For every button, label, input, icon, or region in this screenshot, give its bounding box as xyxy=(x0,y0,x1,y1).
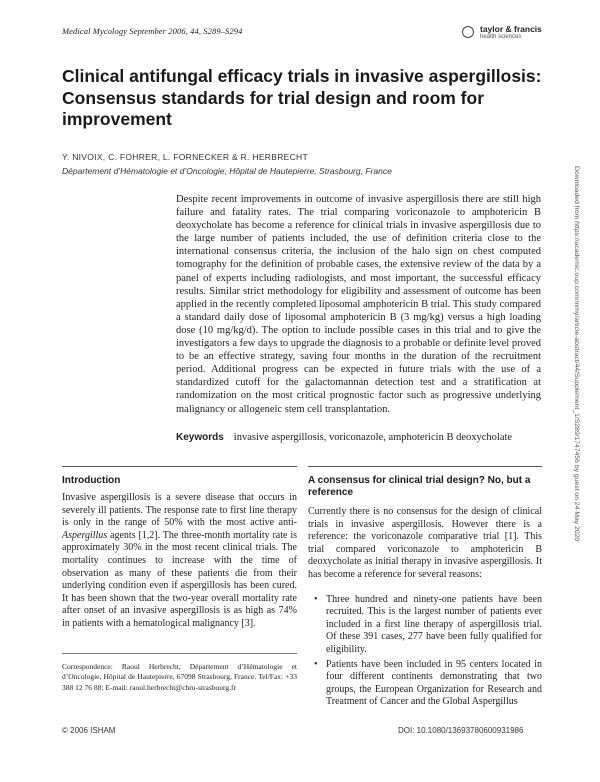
affiliation: Département d’Hématologie et d’Oncologie, Hôpital de Hautepierre, Strasbourg, France xyxy=(62,166,392,176)
keywords-text: invasive aspergillosis, voriconazole, amphotericin B deoxycholate xyxy=(233,432,513,443)
publisher-subtitle: health sciences xyxy=(480,34,522,40)
publisher-name: taylor & francis xyxy=(480,24,542,34)
left-column-rule xyxy=(62,466,297,467)
correspondence-note: Correspondence: Raoul Herbrecht, Département d’Hématologie et d’Oncologie, Hôpital de Hautepierre, 67098 Strasbourg, France. Tel/Fax: +33 388 12 76 88; E-mail: raoul.herbrecht@chru-strasbourg.fr xyxy=(62,662,297,692)
consensus-bullet: • Patients have been included in 95 centers located in four different continents demonstrating that two groups, the European Organization for Research and Treatment of Cancer and the Global Aspergillus xyxy=(326,659,542,709)
article-title: Clinical antifungal efficacy trials in invasive aspergillosis: Consensus standards for trial design and room for improvement xyxy=(62,66,542,129)
consensus-heading: A consensus for clinical trial design? No, but a reference xyxy=(308,475,531,498)
keywords xyxy=(176,432,512,443)
doi: DOI: 10.1080/13693780600931986 xyxy=(398,726,524,735)
consensus-bullet: • Three hundred and ninety-one patients have been recruited. This is the largest number of patients ever included in a first line therapy of aspergillosis trial. Of these 391 cases, 277 have been fully qualified for eligibility. xyxy=(326,594,542,657)
footnote-rule xyxy=(62,653,297,654)
intro-body xyxy=(62,492,297,631)
abstract: Despite recent improvements in outcome of invasive aspergillosis there are still high failure and fatality rates. The trial comparing voriconazole to amphotericin B deoxycholate has become a reference for clinical trials in invasive aspergillosis due to the large number of patients included, the use of definition criteria close to the international consensus criteria, the inclusion of the halo sign on chest computed tomography for the definition of probable cases, the extensive review of the data by a panel of experts including radiologists, and most important, the successful efficacy results. Similar strict methodology for eligibility and assessment of outcome has been applied in the recently completed liposomal amphotericin B trial. This study compared a standard daily dose of liposomal amphotericin B (3 mg/kg) versus a high loading dose (10 mg/kg/d). The option to include possible cases in this trial and to give the investigators a few days to upgrade the diagnosis to a probable or definite level proved to be an effective strategy, saving four months in the duration of the recruitment period. Additional progress can be expected in future trials with the use of a standardized cutoff for the galactomannan detection test and a stratification at randomization on the most critical prognostic factor such as progressive underlying malignancy or allogeneic stem cell transplantation. xyxy=(176,194,541,415)
aspergillus-italic: Aspergillus xyxy=(62,529,108,541)
keywords-label: Keywords xyxy=(176,432,224,443)
download-sidenote-text: Downloaded from https://academic.oup.com/mmy/article-abstract/44/Supplement_1/S289/1747456 by guest on 24 May 2020 xyxy=(573,166,580,542)
publisher-logo-icon xyxy=(462,26,474,38)
download-sidenote xyxy=(573,166,589,596)
consensus-bullet-list xyxy=(308,594,542,709)
consensus-body xyxy=(308,506,542,709)
consensus-paragraph: Currently there is no consensus for the design of clinical trials in invasive aspergillosis. However there is a reference: the voriconazole comparative trial [1]. This trial compared voriconazole to amphotericin B deoxycholate as initial therapy in invasive aspergillosis. It has become a reference for several reasons: xyxy=(308,506,542,580)
copyright: © 2006 ISHAM xyxy=(62,726,116,735)
intro-paragraph: Invasive aspergillosis is a severe disease that occurs in severely ill patients. The response rate to first line therapy is only in the range of 50% with the most active anti-Aspergillus agents [1,2]. The three-month mortality rate is approximately 30% in the most recent clinical trials. The mortality continues to increase with the time of observation as many of these patients die from their underlying condition even if aspergillosis has been cured. It has been shown that the two-year overall mortality rate after onset of an invasive aspergillosis is as high as 74% in patients with a hematological malignancy [3]. xyxy=(62,492,297,629)
intro-heading: Introduction xyxy=(62,475,121,486)
authors: Y. NIVOIX, C. FOHRER, L. FORNECKER & R. HERBRECHT xyxy=(62,152,308,162)
right-column-rule xyxy=(308,466,542,467)
journal-header: Medical Mycology September 2006, 44, S289–S294 xyxy=(62,26,243,36)
publisher-logo xyxy=(462,24,562,44)
